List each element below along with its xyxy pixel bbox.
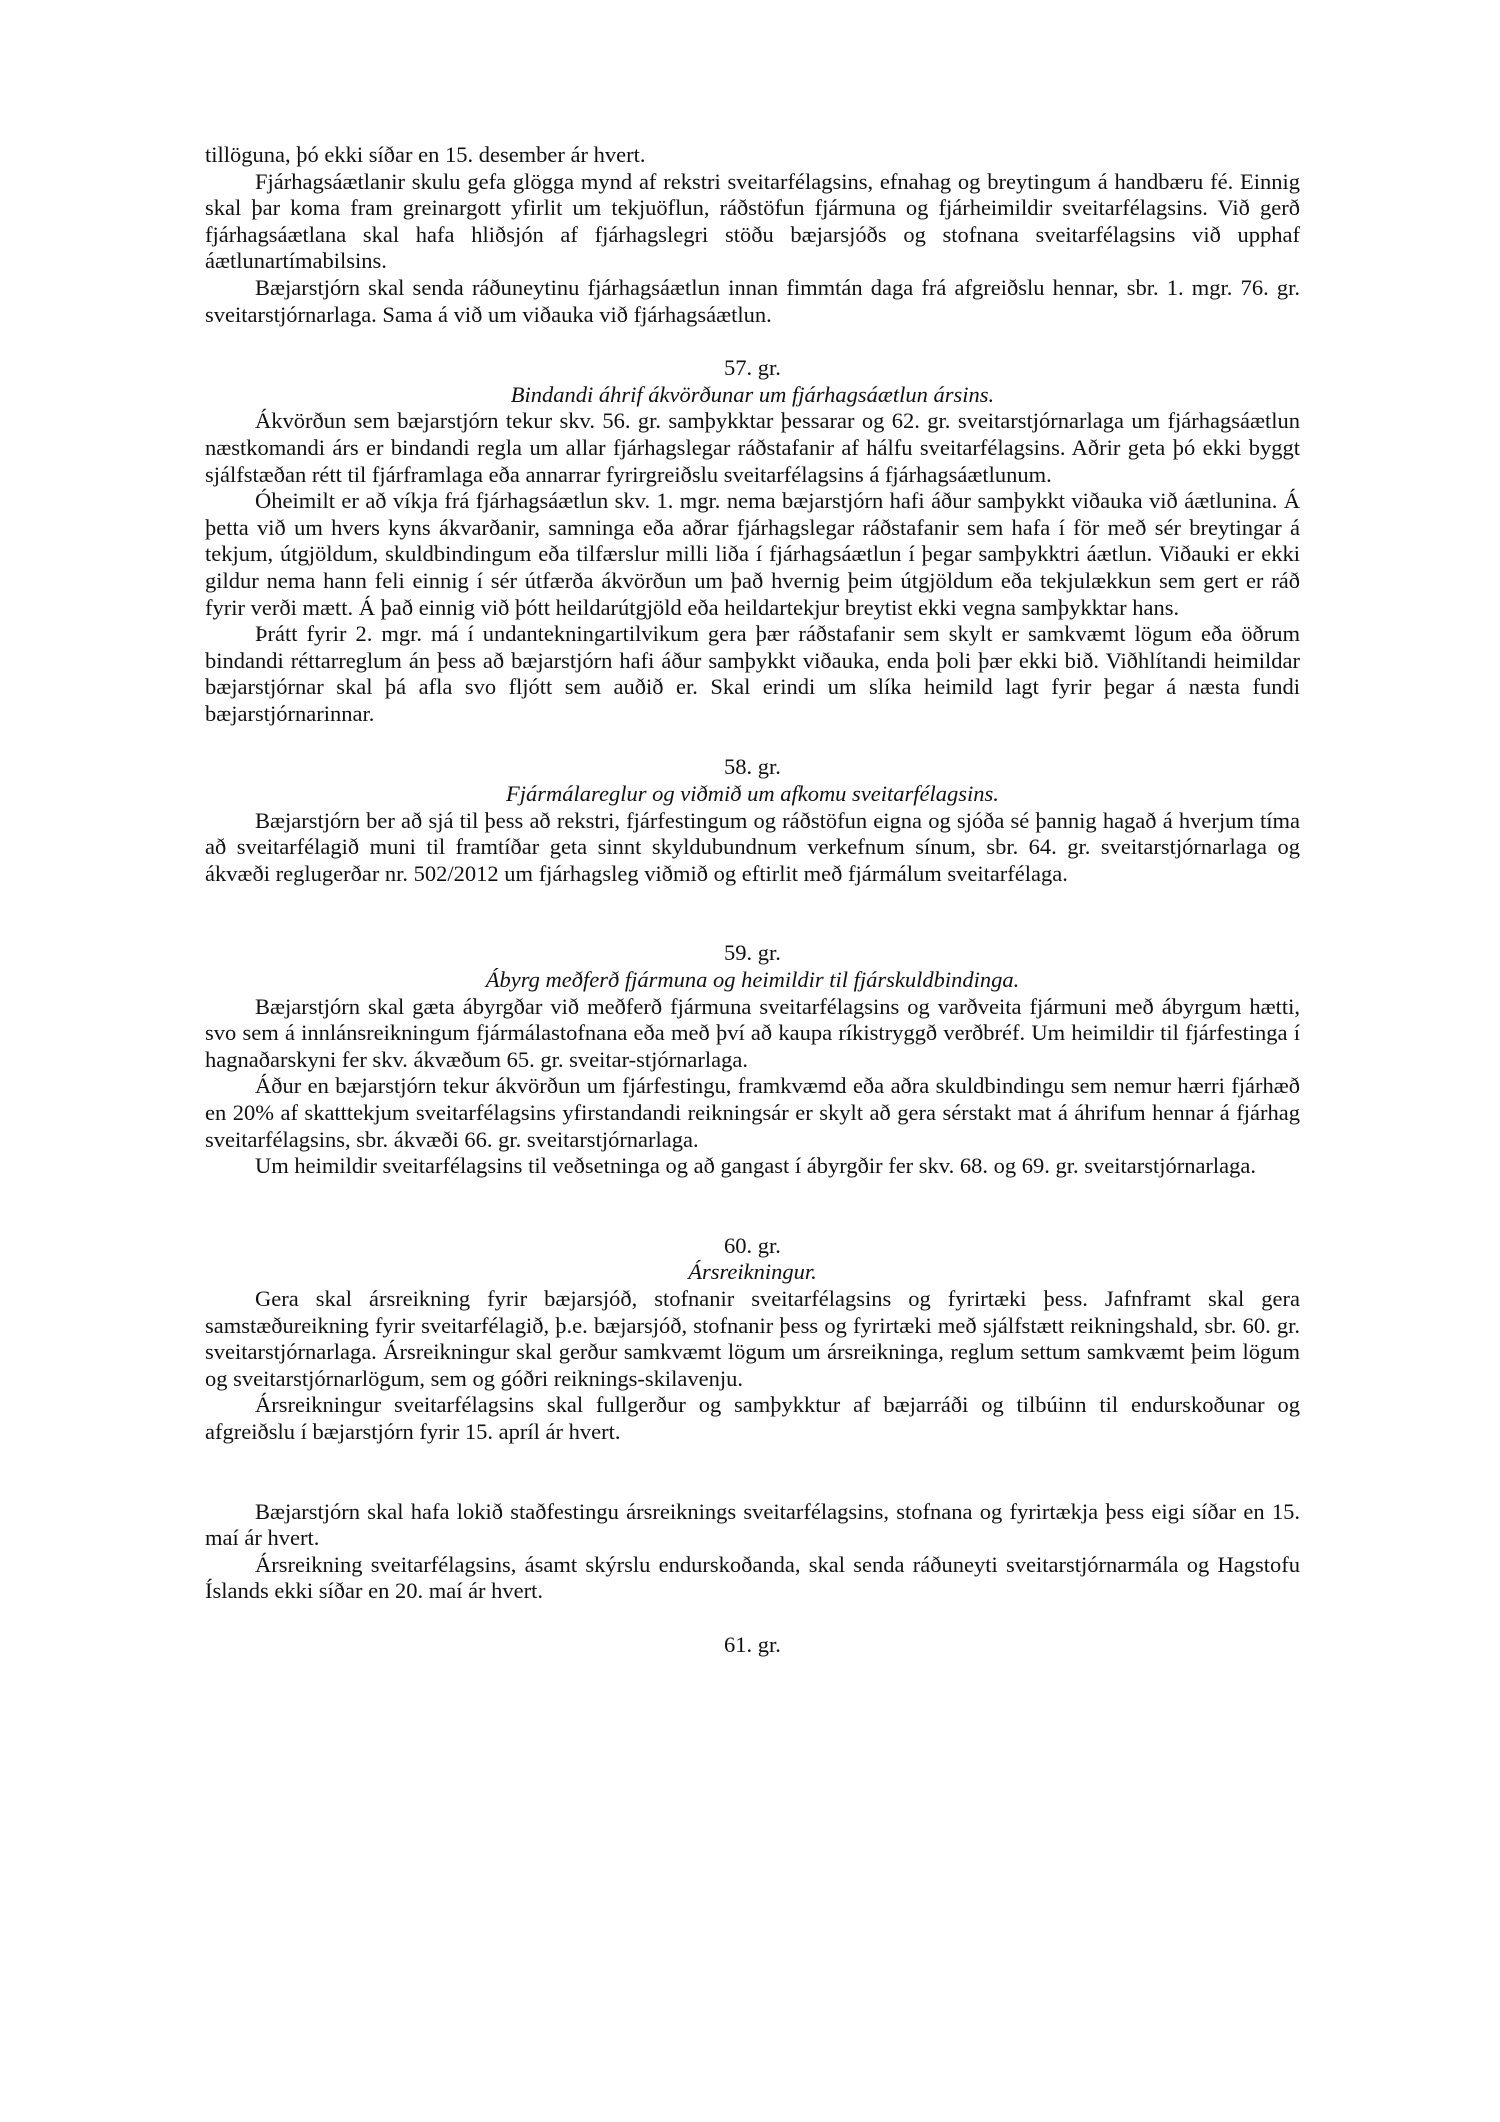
spacer [205,1180,1300,1233]
paragraph: Um heimildir sveitarfélagsins til veðsetninga og að gangast í ábyrgðir fer skv. 68. og 69. gr. sveitarstjórnarlaga. [255,1153,1257,1179]
article-title-60: Ársreikningur. [688,1259,817,1285]
article-number-59: 59. gr. [724,940,781,966]
spacer [205,1446,1300,1499]
spacer [205,328,1300,355]
paragraph: Áður en bæjarstjórn tekur ákvörðun um fjárfestingu, framkvæmd eða aðra skuldbindingu sem nemur hærri fjárhæð en 20% af skatttekjum sveitarfélagsins yfirstandandi reikningsár er skylt að gera sérstakt mat á áhrifum hennar á fjárhag sveitarfélagsins, sbr. ákvæði 66. gr. sveitarstjórnarlaga. [205,1073,1300,1152]
article-title-59: Ábyrg meðferð fjármuna og heimildir til fjárskuldbindinga. [485,967,1020,993]
paragraph: Bæjarstjórn skal senda ráðuneytinu fjárhagsáætlun innan fimmtán daga frá afgreiðslu hennar, sbr. 1. mgr. 76. gr. sveitarstjórnarlaga. Sama á við um viðauka við fjárhagsáætlun. [205,274,1300,327]
article-number-60: 60. gr. [724,1232,781,1258]
spacer [205,1605,1300,1632]
paragraph: Fjárhagsáætlanir skulu gefa glögga mynd af rekstri sveitarfélagsins, efnahag og breytingum á handbæru fé. Einnig skal þar koma fram greinargott yfirlit um tekjuöflun, ráðstöfun fjármuna og fjárheimildir sveitarfélagsins. Við gerð fjárhagsáætlana skal hafa hliðsjón af fjárhagslegri stöðu bæjarsjóðs og stofnana sveitarfélagsins við upphaf áætlunartímabilsins. [205,168,1300,274]
article-number-58: 58. gr. [724,754,781,780]
spacer [205,727,1300,754]
document-page [205,142,1300,1659]
article-title-58: Fjármálareglur og viðmið um afkomu sveitarfélagsins. [506,781,999,807]
paragraph-continuation: tillöguna, þó ekki síðar en 15. desember ár hvert. [205,142,646,167]
paragraph: Bæjarstjórn skal gæta ábyrgðar við meðferð fjármuna sveitarfélagsins og varðveita fjármuni með ábyrgum hætti, svo sem á innlánsreikningum fjármálastofnana eða með því að kaupa ríkistryggð verðbréf. Um heimildir til fjárfestinga í hagnaðarskyni fer skv. ákvæðum 65. gr. sveitar-stjórnarlaga. [205,993,1300,1072]
paragraph: Gera skal ársreikning fyrir bæjarsjóð, stofnanir sveitarfélagsins og fyrirtæki þess. Jafnframt skal gera samstæðureikning fyrir sveitarfélagið, þ.e. bæjarsjóð, stofnanir þess og fyrirtæki með sjálfstætt reikningshald, sbr. 60. gr. sveitarstjórnarlaga. Ársreikningur skal gerður samkvæmt lögum um ársreikninga, reglum settum samkvæmt þeim lögum og sveitarstjórnarlögum, sem og góðri reiknings-skilavenju. [205,1285,1300,1391]
spacer [205,887,1300,940]
paragraph: Ákvörðun sem bæjarstjórn tekur skv. 56. gr. samþykktar þessarar og 62. gr. sveitarstjórnarlaga um fjárhagsáætlun næstkomandi árs er bindandi regla um allar fjárhagslegar ráðstafanir af hálfu sveitarfélagsins. Aðrir geta þó ekki byggt sjálfstæðan rétt til fjárframlaga eða annarrar fyrirgreiðslu sveitarfélagsins á fjárhagsáætlunum. [205,408,1300,487]
article-number-57: 57. gr. [724,355,781,381]
paragraph: Óheimilt er að víkja frá fjárhagsáætlun skv. 1. mgr. nema bæjarstjórn hafi áður samþykkt viðauka við áætlunina. Á þetta við um hvers kyns ákvarðanir, samninga eða aðrar fjárhagslegar ráðstafanir sem hafa í för með sér breytingar á tekjum, útgjöldum, skuldbindingum eða tilfærslur milli liða í fjárhagsáætlun í þegar samþykktri áætlun. Viðauki er ekki gildur nema hann feli einnig í sér útfærða ákvörðun um það hvernig þeim útgjöldum eða tekjulækkun sem gert er ráð fyrir verði mætt. Á það einnig við þótt heildarútgjöld eða heildartekjur breytist ekki vegna samþykktar hans. [205,488,1300,620]
paragraph: Bæjarstjórn skal hafa lokið staðfestingu ársreiknings sveitarfélagsins, stofnana og fyrirtækja þess eigi síðar en 15. maí ár hvert. [205,1498,1300,1551]
paragraph: Þrátt fyrir 2. mgr. má í undantekningartilvikum gera þær ráðstafanir sem skylt er samkvæmt lögum eða öðrum bindandi réttarreglum án þess að bæjarstjórn hafi áður samþykkt viðauka, enda þoli þær ekki bið. Viðhlítandi heimildar bæjarstjórnar skal þá afla svo fljótt sem auðið er. Skal erindi um slíka heimild lagt fyrir þegar á næsta fundi bæjarstjórnarinnar. [205,621,1300,726]
paragraph: Ársreikningur sveitarfélagsins skal fullgerður og samþykktur af bæjarráði og tilbúinn til endurskoðunar og afgreiðslu í bæjarstjórn fyrir 15. apríl ár hvert. [205,1392,1300,1444]
article-number-61: 61. gr. [724,1631,781,1657]
paragraph: Ársreikning sveitarfélagsins, ásamt skýrslu endurskoðanda, skal senda ráðuneyti sveitarstjórnarmála og Hagstofu Íslands ekki síðar en 20. maí ár hvert. [205,1551,1300,1604]
article-title-57: Bindandi áhrif ákvörðunar um fjárhagsáætlun ársins. [510,381,995,407]
paragraph: Bæjarstjórn ber að sjá til þess að rekstri, fjárfestingum og ráðstöfun eigna og sjóða sé þannig hagað á hverjum tíma að sveitarfélagið muni til framtíðar geta sinnt skyldubundnum verkefnum sínum, sbr. 64. gr. sveitarstjórnarlaga og ákvæði reglugerðar nr. 502/2012 um fjárhagsleg viðmið og eftirlit með fjármálum sveitarfélaga. [205,807,1300,886]
